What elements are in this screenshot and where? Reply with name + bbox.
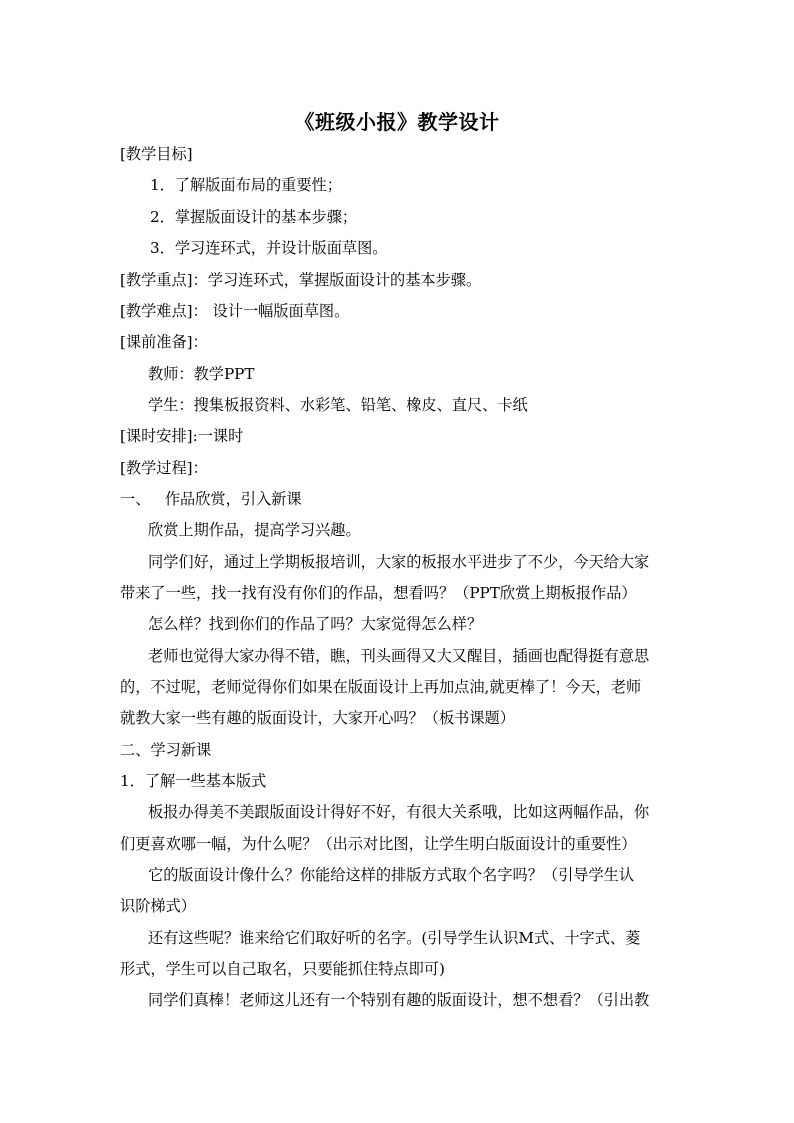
paragraph-line: 怎么样？找到你们的作品了吗？大家觉得怎么样？ — [148, 615, 483, 633]
paragraph-line: 同学们真棒！老师这儿还有一个特别有趣的版面设计，想不想看？（引出教 — [148, 991, 650, 1009]
paragraph-line: 形式，学生可以自己取名，只要能抓住特点即可) — [120, 960, 445, 978]
paragraph-line: 欣赏上期作品，提高学习兴趣。 — [148, 521, 361, 539]
objective-item-3: 3．学习连环式，并设计版面草图。 — [150, 239, 388, 257]
section-process: [教学过程]： — [120, 459, 208, 477]
section-schedule: [课时安排]:一课时 — [120, 427, 244, 445]
paragraph-line: 老师也觉得大家办得不错，瞧，刊头画得又大又醒目，插画也配得挺有意思 — [148, 647, 650, 665]
document-title: 《班级小报》教学设计 — [294, 110, 500, 134]
paragraph-line: 就教大家一些有趣的版面设计，大家开心吗？（板书课题） — [120, 709, 515, 727]
paragraph-line: 们更喜欢哪一幅，为什么呢？（出示对比图，让学生明白版面设计的重要性） — [120, 835, 637, 853]
paragraph-line: 同学们好，通过上学期板报培训，大家的板报水平进步了不少，今天给大家 — [148, 553, 650, 571]
paragraph-line: 还有这些呢？谁来给它们取好听的名字。(引导学生认识M式、十字式、菱 — [148, 929, 641, 947]
section-difficulties: [教学难点]： 设计一幅版面草图。 — [120, 302, 350, 320]
process-step-2-heading: 二、学习新课 — [120, 741, 212, 759]
process-step-1-heading: 一、 作品欣赏，引入新课 — [120, 490, 302, 508]
objective-item-2: 2．掌握版面设计的基本步骤； — [150, 208, 358, 226]
section-preparation: [课前准备]： — [120, 333, 208, 351]
objective-item-1: 1．了解版面布局的重要性； — [150, 176, 342, 194]
preparation-teacher: 教师：教学PPT — [148, 365, 255, 383]
paragraph-line: 板报办得美不美跟版面设计得好不好，有很大关系哦，比如这两幅作品，你 — [148, 803, 650, 821]
subsection-heading: 1．了解一些基本版式 — [120, 772, 267, 790]
paragraph-line: 识阶梯式） — [120, 897, 196, 915]
section-heading-objectives: [教学目标] — [120, 145, 193, 163]
paragraph-line: 带来了一些，找一找有没有你们的作品，想看吗？（PPT欣赏上期板报作品） — [120, 584, 637, 602]
paragraph-line: 的，不过呢，老师觉得你们如果在版面设计上再加点油,就更棒了！今天，老师 — [120, 678, 642, 696]
paragraph-line: 它的版面设计像什么？你能给这样的排版方式取个名字吗？（引导学生认 — [148, 866, 634, 884]
preparation-student: 学生：搜集板报资料、水彩笔、铅笔、橡皮、直尺、卡纸 — [148, 396, 528, 414]
section-key-points: [教学重点]：学习连环式，掌握版面设计的基本步骤。 — [120, 271, 482, 289]
